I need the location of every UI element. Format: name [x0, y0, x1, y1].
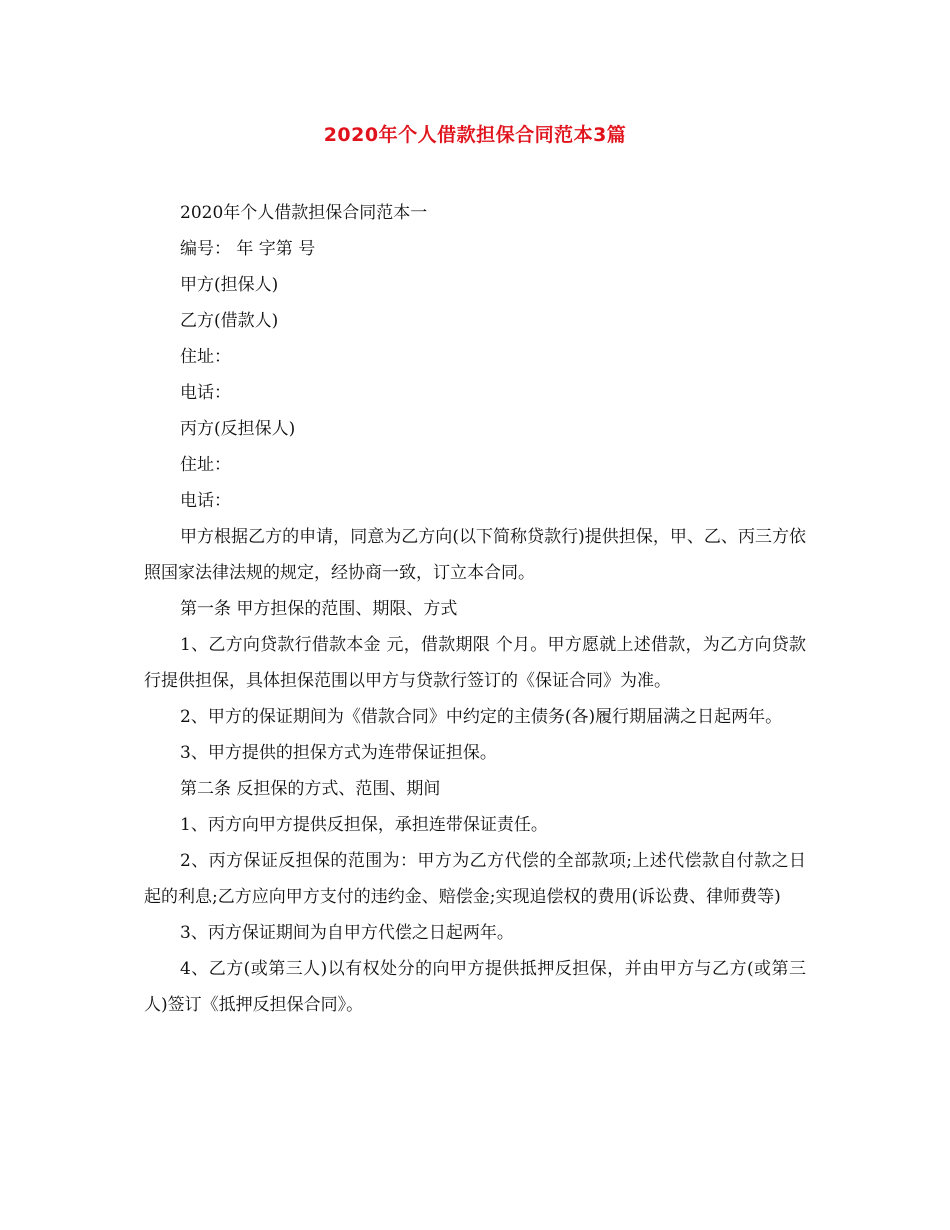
paragraph-phone-c: 电话： [180, 491, 231, 511]
paragraph-article-2: 第二条 反担保的方式、范围、期间 [180, 779, 441, 799]
paragraph-party-b: 乙方(借款人) [180, 311, 279, 331]
paragraph-clause-1-3: 3、甲方提供的担保方式为连带保证担保。 [180, 743, 497, 763]
paragraph-party-c: 丙方(反担保人) [180, 419, 296, 439]
paragraph-heading: 2020年个人借款担保合同范本一 [180, 203, 428, 223]
paragraph-clause-1-1: 1、乙方向贷款行借款本金 元，借款期限 个月。甲方愿就上述借款，为乙方向贷款行提供担保，具体担保范围以甲方与贷款行签订的《保证合同》为准。 [144, 635, 806, 691]
paragraph-number: 编号： 年 字第 号 [180, 239, 316, 259]
paragraph-clause-2-3: 3、丙方保证期间为自甲方代偿之日起两年。 [180, 923, 514, 943]
paragraph-clause-2-2: 2、丙方保证反担保的范围为：甲方为乙方代偿的全部款项;上述代偿款自付款之日起的利息;乙方应向甲方支付的违约金、赔偿金;实现追偿权的费用(诉讼费、律师费等) [144, 851, 806, 907]
paragraph-clause-2-4: 4、乙方(或第三人)以有权处分的向甲方提供抵押反担保，并由甲方与乙方(或第三人)签订《抵押反担保合同》。 [144, 959, 806, 1015]
paragraph-phone-b: 电话： [180, 383, 231, 403]
paragraph-clause-2-1: 1、丙方向甲方提供反担保，承担连带保证责任。 [180, 815, 548, 835]
paragraph-clause-1-2: 2、甲方的保证期间为《借款合同》中约定的主债务(各)履行期届满之日起两年。 [180, 707, 783, 727]
paragraph-address-c: 住址： [180, 455, 231, 475]
document-body [144, 195, 806, 1023]
paragraph-preamble: 甲方根据乙方的申请，同意为乙方向(以下简称贷款行)提供担保，甲、乙、丙三方依照国家法律法规的规定，经协商一致，订立本合同。 [144, 527, 806, 583]
paragraph-article-1: 第一条 甲方担保的范围、期限、方式 [180, 599, 458, 619]
paragraph-address-b: 住址： [180, 347, 231, 367]
document-title: 2020年个人借款担保合同范本3篇 [323, 124, 627, 146]
paragraph-party-a: 甲方(担保人) [180, 275, 279, 295]
